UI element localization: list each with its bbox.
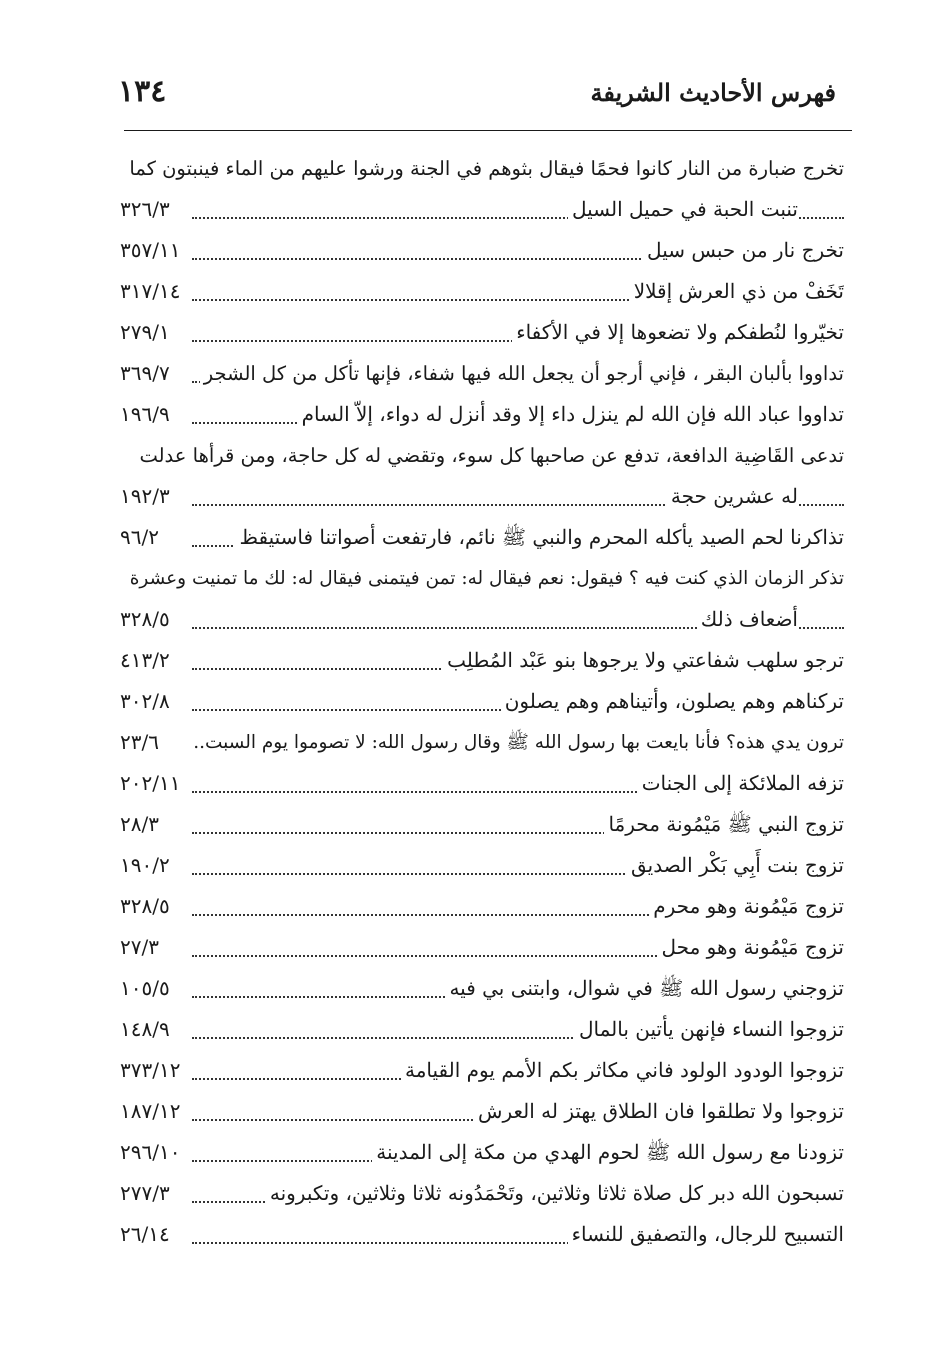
hadith-text: تزوجوا الودود الولود فاني مكاثر بكم الأمم يوم القيامة	[404, 1058, 844, 1082]
entry-text-wrap	[298, 394, 844, 435]
hadith-text: تنبت الحبة في حميل السيل	[571, 197, 798, 221]
volume-page-ref: ٣٠٢/٨	[120, 681, 174, 722]
index-entry	[120, 312, 844, 353]
hadith-text: تخرج ضبارة من النار كانوا فحمًا فيقال بثوهم في الجنة ورشوا عليهم من الماء فينبتون كما	[129, 157, 844, 180]
index-entry	[120, 1050, 844, 1091]
volume-page-ref: ٢٣/٦	[120, 722, 163, 763]
hadith-text: له عشرين حجة	[670, 484, 798, 508]
hadith-text: تذكر الزمان الذي كنت فيه ؟ فيقول: نعم فيقال له: تمن فيتمنى فيقال له: لك ما تمنيت وعشرة	[129, 568, 844, 589]
running-title: فهرس الأحاديث الشريفة	[590, 78, 836, 107]
entry-text-wrap	[658, 927, 844, 968]
index-entry	[120, 558, 844, 640]
hadith-text: تدعى القَاضِية الدافعة، تدفع عن صاحبها كل سوء، وتقضي له كل حاجة، ومن قرأها عدلت	[139, 444, 844, 467]
page-header	[118, 72, 848, 122]
index-entry	[120, 1173, 844, 1214]
index-entry	[120, 1091, 844, 1132]
hadith-index-list	[120, 148, 844, 1255]
entry-line	[120, 435, 844, 476]
hadith-text: تزوجوا ولا تطلقوا فان الطلاق يهتز له العرش	[478, 1099, 844, 1123]
entry-line	[120, 763, 844, 804]
entry-line	[120, 1173, 844, 1214]
entry-text-wrap	[643, 230, 844, 271]
index-entry	[120, 886, 844, 927]
hadith-text: تزوج النبي ﷺ مَيْمُونة محرمًا	[608, 812, 844, 836]
entry-text-wrap	[189, 722, 844, 763]
hadith-text: تَخَفْ من ذي العرش إقلالا	[633, 279, 844, 303]
hadith-text: التسبيح للرجال، والتصفيق للنساء	[571, 1222, 844, 1246]
index-entry	[120, 271, 844, 312]
entry-line	[120, 722, 844, 763]
entry-line	[120, 271, 844, 312]
entry-text-wrap	[627, 845, 844, 886]
hadith-text: تزوجني رسول الله ﷺ في شوال، وابتنى بي فيه	[449, 976, 844, 1000]
entry-text-wrap	[512, 312, 844, 353]
entry-text-wrap	[372, 1132, 844, 1173]
volume-page-ref: ٣٢٦/٣	[120, 189, 174, 230]
hadith-text: ترون يدي هذه؟ فأنا بايعت بها رسول الله ﷺ وقال رسول الله: لا تصوموا يوم السبت..	[193, 732, 844, 753]
entry-line	[120, 312, 844, 353]
hadith-text: تزوجوا النساء فإنهن يأتين بالمال	[578, 1017, 844, 1041]
index-entry	[120, 517, 844, 558]
entry-text-wrap	[266, 1173, 844, 1214]
volume-page-ref: ٢٨/٣	[120, 804, 163, 845]
entry-line	[120, 1050, 844, 1091]
volume-page-ref: ٣٢٨/٥	[120, 886, 174, 927]
volume-page-ref: ١٩٦/٩	[120, 394, 174, 435]
entry-text-wrap	[125, 148, 844, 189]
hadith-text: ترجو سلهب شفاعتي ولا يرجوها بنو عَبْد المُطلِب	[447, 648, 844, 672]
entry-line	[120, 886, 844, 927]
index-entry	[120, 845, 844, 886]
hadith-text: تزوج بنت أَبِي بَكْر الصديق	[630, 853, 844, 877]
entry-line	[120, 804, 844, 845]
entry-line	[120, 968, 844, 1009]
entry-text-wrap	[445, 968, 844, 1009]
hadith-text: تخيّروا لنُطفكم ولا تضعوها إلا في الأكفاء	[516, 320, 844, 344]
volume-page-ref: ٣٢٨/٥	[120, 599, 174, 640]
entry-text-wrap	[649, 886, 844, 927]
volume-page-ref: ١٠٥/٥	[120, 968, 174, 1009]
entry-text-wrap	[474, 1091, 844, 1132]
entry-text-wrap	[401, 1050, 844, 1091]
index-entry	[120, 394, 844, 435]
entry-line	[120, 394, 844, 435]
hadith-text: تزوج مَيْمُونة وهو محرم	[653, 894, 844, 918]
volume-page-ref: ٢٩٦/١٠	[120, 1132, 184, 1173]
entry-continuation-line	[120, 599, 844, 640]
entry-line	[120, 353, 844, 394]
hadith-text: تخرج نار من حبس سيل	[647, 238, 844, 262]
volume-page-ref: ٢٧٩/١	[120, 312, 174, 353]
hadith-text: تركناهم وهم يصلون، وأتيناهم وهم يصلون	[504, 689, 844, 713]
index-entry	[120, 722, 844, 763]
entry-continuation-line	[120, 476, 844, 517]
entry-text-wrap	[630, 271, 844, 312]
entry-text-wrap	[568, 189, 798, 230]
index-entry	[120, 640, 844, 681]
index-entry	[120, 763, 844, 804]
index-entry	[120, 230, 844, 271]
entry-text-wrap	[604, 804, 844, 845]
entry-line	[120, 927, 844, 968]
entry-line	[120, 1091, 844, 1132]
entry-line	[120, 845, 844, 886]
entry-continuation-line	[120, 189, 844, 230]
entry-text-wrap	[235, 517, 844, 558]
entry-text-wrap	[575, 1009, 844, 1050]
volume-page-ref: ٢٠٢/١١	[120, 763, 184, 804]
entry-line	[120, 1214, 844, 1255]
entry-line	[120, 1009, 844, 1050]
page-number: ١٣٤	[118, 74, 167, 109]
hadith-text: أضعاف ذلك	[700, 607, 798, 631]
volume-page-ref: ٢٧/٣	[120, 927, 163, 968]
volume-page-ref: ٣١٧/١٤	[120, 271, 184, 312]
entry-text-wrap	[667, 476, 798, 517]
volume-page-ref: ٢٦/١٤	[120, 1214, 174, 1255]
volume-page-ref: ٣٧٣/١٢	[120, 1050, 184, 1091]
hadith-text: تزفه الملائكة إلى الجنات	[641, 771, 844, 795]
index-entry	[120, 1214, 844, 1255]
volume-page-ref: ٩٦/٢	[120, 517, 163, 558]
entry-line	[120, 640, 844, 681]
entry-text-wrap	[501, 681, 844, 722]
index-entry	[120, 1009, 844, 1050]
entry-text-wrap	[638, 763, 844, 804]
entry-line	[120, 558, 844, 599]
volume-page-ref: ٣٥٧/١١	[120, 230, 184, 271]
volume-page-ref: ١٩٠/٢	[120, 845, 174, 886]
entry-line	[120, 681, 844, 722]
hadith-text: تذاكرنا لحم الصيد يأكله المحرم والنبي ﷺ نائم، فارتفعت أصواتنا فاستيقظ	[239, 525, 844, 549]
entry-line	[120, 517, 844, 558]
hadith-text: تداووا بألبان البقر ، فإني أرجو أن يجعل الله فيها شفاء، فإنها تأكل من كل الشجر	[203, 362, 844, 385]
index-entry	[120, 968, 844, 1009]
volume-page-ref: ١٩٢/٣	[120, 476, 174, 517]
index-entry	[120, 1132, 844, 1173]
entry-text-wrap	[443, 640, 844, 681]
volume-page-ref: ٢٧٧/٣	[120, 1173, 174, 1214]
entry-text-wrap	[126, 558, 844, 599]
hadith-text: تزوج مَيْمُونة وهو محل	[661, 935, 844, 959]
hadith-text: تزودنا مع رسول الله ﷺ لحوم الهدي من مكة إلى المدينة	[376, 1140, 844, 1164]
entry-text-wrap	[135, 435, 844, 476]
volume-page-ref: ١٤٨/٩	[120, 1009, 174, 1050]
entry-text-wrap	[568, 1214, 844, 1255]
index-entry	[120, 148, 844, 230]
entry-line	[120, 1132, 844, 1173]
index-entry	[120, 681, 844, 722]
volume-page-ref: ١٨٧/١٢	[120, 1091, 184, 1132]
index-entry	[120, 353, 844, 394]
entry-line	[120, 148, 844, 189]
index-entry	[120, 804, 844, 845]
entry-line	[120, 230, 844, 271]
volume-page-ref: ٣٦٩/٧	[120, 353, 174, 394]
hadith-text: تسبحون الله دبر كل صلاة ثلاثا وثلاثين، وتَحْمَدُونه ثلاثا وثلاثين، وتكبرونه	[269, 1181, 844, 1205]
entry-text-wrap	[697, 599, 798, 640]
entry-text-wrap	[200, 353, 844, 394]
volume-page-ref: ٤١٣/٢	[120, 640, 174, 681]
index-entry	[120, 927, 844, 968]
header-rule	[124, 130, 852, 131]
hadith-text: تداووا عباد الله فإن الله لم ينزل داء إلا وقد أنزل له دواء، إلاّ السام	[301, 402, 844, 426]
index-entry	[120, 435, 844, 517]
